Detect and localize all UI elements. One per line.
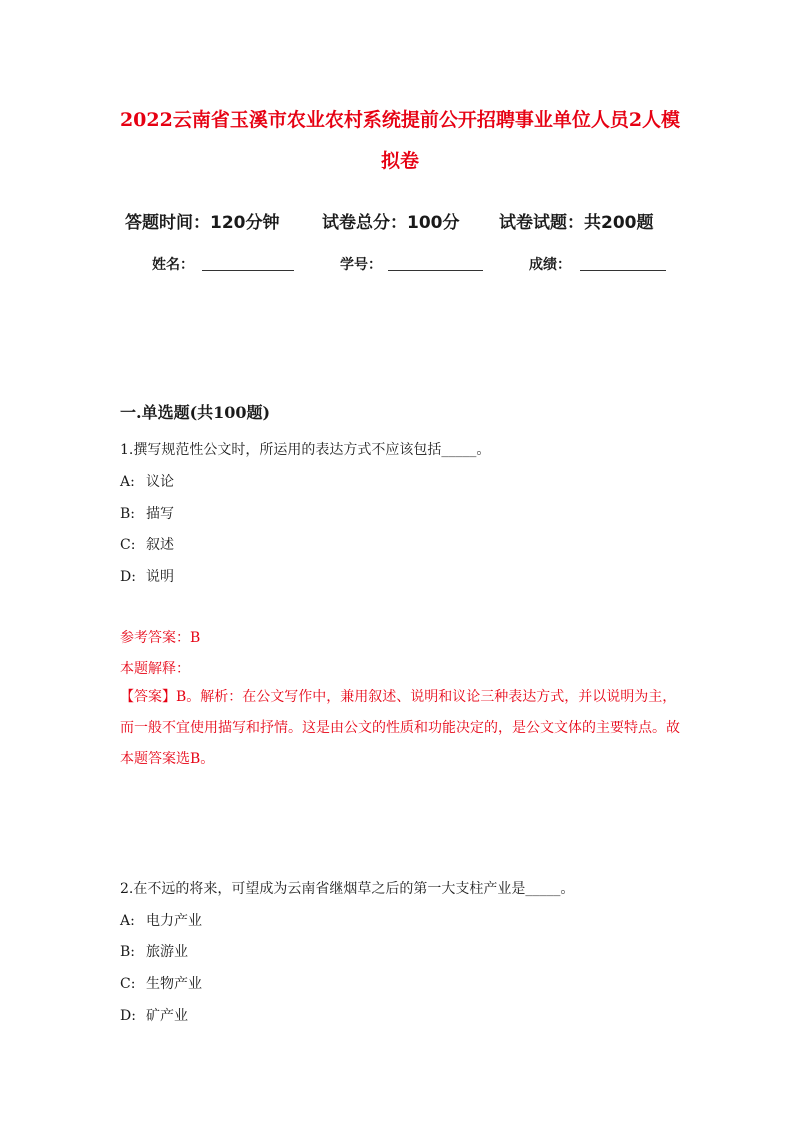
option-a: [120, 910, 202, 930]
option-letter: D:: [120, 1008, 136, 1024]
reference-answer: 参考答案：B: [120, 630, 201, 646]
exam-question-count: 试卷试题：共200题: [499, 213, 654, 233]
option-letter: C:: [120, 976, 136, 992]
student-id-blank: [388, 270, 483, 271]
option-text: 生物产业: [146, 976, 202, 992]
option-letter: B:: [120, 506, 136, 522]
option-text: 描写: [146, 506, 174, 522]
option-text: 矿产业: [146, 1008, 188, 1024]
exam-title-line-2: 拟卷: [380, 150, 419, 172]
option-text: 电力产业: [146, 913, 202, 929]
exam-time: 答题时间：120分钟: [125, 213, 280, 233]
option-d: [120, 1005, 188, 1025]
explanation-label: 本题解释：: [120, 661, 190, 677]
student-id-label: 学号：: [340, 257, 382, 273]
option-text: 旅游业: [146, 944, 188, 960]
exam-title-line-1: 2022云南省玉溪市农业农村系统提前公开招聘事业单位人员2人模: [119, 109, 681, 131]
exam-total-score: 试卷总分：100分: [322, 213, 460, 233]
option-c: [120, 534, 174, 554]
option-letter: A:: [120, 474, 135, 490]
option-text: 说明: [146, 569, 174, 585]
question-stem: 2.在不远的将来，可望成为云南省继烟草之后的第一大支柱产业是_____。: [120, 881, 575, 897]
option-a: [120, 471, 174, 491]
option-d: [120, 566, 174, 586]
option-b: [120, 941, 188, 961]
option-c: [120, 973, 202, 993]
option-letter: D:: [120, 569, 136, 585]
score-blank: [580, 270, 666, 271]
name-label: 姓名：: [152, 257, 194, 273]
option-b: [120, 503, 174, 523]
name-blank: [202, 270, 294, 271]
explanation-text: 【答案】B。解析：在公文写作中，兼用叙述、说明和议论三种表达方式，并以说明为主，而一般不宜使用描写和抒情。这是由公文的性质和功能决定的，是公文文体的主要特点。故本题答案选B。: [120, 689, 680, 767]
option-letter: B:: [120, 944, 136, 960]
question-stem: 1.撰写规范性公文时，所运用的表达方式不应该包括_____。: [120, 442, 491, 458]
option-letter: A:: [120, 913, 135, 929]
score-label: 成绩：: [529, 257, 571, 273]
option-letter: C:: [120, 537, 136, 553]
option-text: 议论: [146, 474, 174, 490]
option-text: 叙述: [146, 537, 174, 553]
section-heading: 一.单选题(共100题): [120, 403, 271, 422]
